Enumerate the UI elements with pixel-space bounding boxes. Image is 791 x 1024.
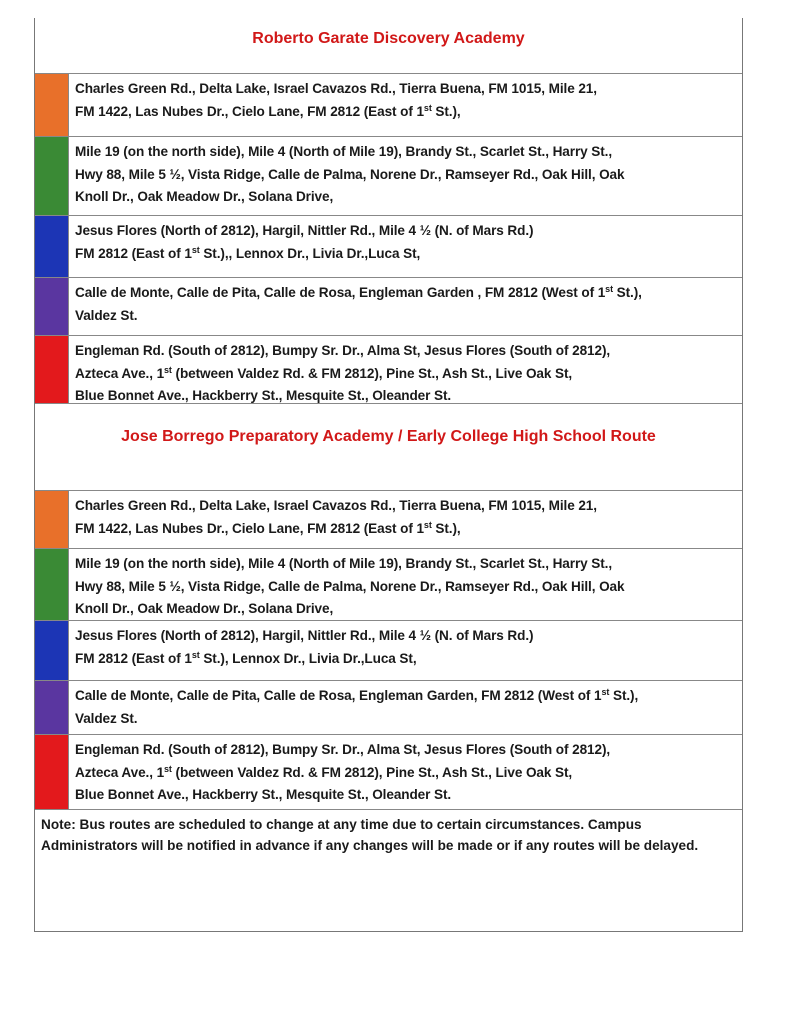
route-streets	[75, 340, 734, 408]
route-color-swatch	[35, 336, 69, 403]
route-row-orange	[35, 491, 742, 549]
route-color-swatch	[35, 549, 69, 620]
route-color-swatch	[35, 681, 69, 734]
route-line: Charles Green Rd., Delta Lake, Israel Cavazos Rd., Tierra Buena, FM 1015, Mile 21,	[75, 498, 597, 513]
route-line: Engleman Rd. (South of 2812), Bumpy Sr. Dr., Alma St, Jesus Flores (South of 2812),	[75, 343, 611, 358]
route-streets	[75, 141, 734, 209]
route-line: Mile 19 (on the north side), Mile 4 (North of Mile 19), Brandy St., Scarlet St., Harry St.,	[75, 556, 613, 571]
route-line: Charles Green Rd., Delta Lake, Israel Cavazos Rd., Tierra Buena, FM 1015, Mile 21,	[75, 81, 597, 96]
route-color-swatch	[35, 491, 69, 548]
route-line: FM 1422, Las Nubes Dr., Cielo Lane, FM 2812 (East of 1st St.),	[75, 102, 461, 119]
route-streets	[75, 739, 734, 807]
route-line: Blue Bonnet Ave., Hackberry St., Mesquite St., Oleander St.	[75, 787, 452, 802]
route-line: Blue Bonnet Ave., Hackberry St., Mesquite St., Oleander St.	[75, 388, 452, 403]
route-color-swatch	[35, 621, 69, 680]
route-line: Jesus Flores (North of 2812), Hargil, Nittler Rd., Mile 4 ½ (N. of Mars Rd.)	[75, 223, 534, 238]
route-line: FM 1422, Las Nubes Dr., Cielo Lane, FM 2812 (East of 1st St.),	[75, 519, 461, 536]
route-line: Hwy 88, Mile 5 ½, Vista Ridge, Calle de Palma, Norene Dr., Ramseyer Rd., Oak Hill, Oak	[75, 578, 625, 594]
route-row-blue	[35, 216, 742, 278]
route-color-swatch	[35, 137, 69, 215]
route-line: Azteca Ave., 1st (between Valdez Rd. & FM 2812), Pine St., Ash St., Live Oak St,	[75, 763, 573, 780]
route-row-red	[35, 735, 742, 810]
route-streets	[75, 282, 734, 327]
route-line: Mile 19 (on the north side), Mile 4 (North of Mile 19), Brandy St., Scarlet St., Harry St.,	[75, 144, 613, 159]
route-line: Valdez St.	[75, 710, 138, 726]
route-row-purple	[35, 681, 742, 735]
route-color-swatch	[35, 216, 69, 277]
route-row-red	[35, 336, 742, 404]
route-line: Engleman Rd. (South of 2812), Bumpy Sr. Dr., Alma St, Jesus Flores (South of 2812),	[75, 742, 611, 757]
route-color-swatch	[35, 74, 69, 136]
route-color-swatch	[35, 278, 69, 335]
note-row	[35, 810, 742, 932]
section-title-garate: Roberto Garate Discovery Academy	[35, 18, 742, 74]
bus-route-table	[34, 18, 743, 932]
route-streets	[75, 78, 734, 123]
route-line: Knoll Dr., Oak Meadow Dr., Solana Drive,	[75, 601, 334, 616]
route-line: Calle de Monte, Calle de Pita, Calle de Rosa, Engleman Garden , FM 2812 (West of 1st St.),	[75, 284, 642, 300]
route-row-purple	[35, 278, 742, 336]
route-streets	[75, 495, 734, 540]
route-line: Knoll Dr., Oak Meadow Dr., Solana Drive,	[75, 189, 334, 204]
route-row-orange	[35, 74, 742, 137]
route-line: Azteca Ave., 1st (between Valdez Rd. & FM 2812), Pine St., Ash St., Live Oak St,	[75, 364, 573, 381]
route-line: Calle de Monte, Calle de Pita, Calle de Rosa, Engleman Garden, FM 2812 (West of 1st St.),	[75, 687, 639, 703]
route-streets	[75, 553, 734, 621]
route-streets	[75, 685, 734, 730]
note-text: Note: Bus routes are scheduled to change at any time due to certain circumstances. Campus Administrators will be notified in advance if any changes will be made or if any routes will be delayed.	[41, 817, 699, 853]
section-title-borrego: Jose Borrego Preparatory Academy / Early College High School Route	[35, 404, 742, 491]
route-row-green	[35, 549, 742, 621]
route-streets	[75, 220, 734, 265]
route-row-blue	[35, 621, 742, 681]
route-color-swatch	[35, 735, 69, 809]
route-streets	[75, 625, 734, 670]
route-line: FM 2812 (East of 1st St.), Lennox Dr., Livia Dr.,Luca St,	[75, 649, 417, 666]
route-row-green	[35, 137, 742, 216]
route-line: FM 2812 (East of 1st St.),, Lennox Dr., Livia Dr.,Luca St,	[75, 244, 421, 261]
route-line: Valdez St.	[75, 307, 138, 323]
route-line: Jesus Flores (North of 2812), Hargil, Nittler Rd., Mile 4 ½ (N. of Mars Rd.)	[75, 628, 534, 643]
route-line: Hwy 88, Mile 5 ½, Vista Ridge, Calle de Palma, Norene Dr., Ramseyer Rd., Oak Hill, Oak	[75, 166, 625, 182]
